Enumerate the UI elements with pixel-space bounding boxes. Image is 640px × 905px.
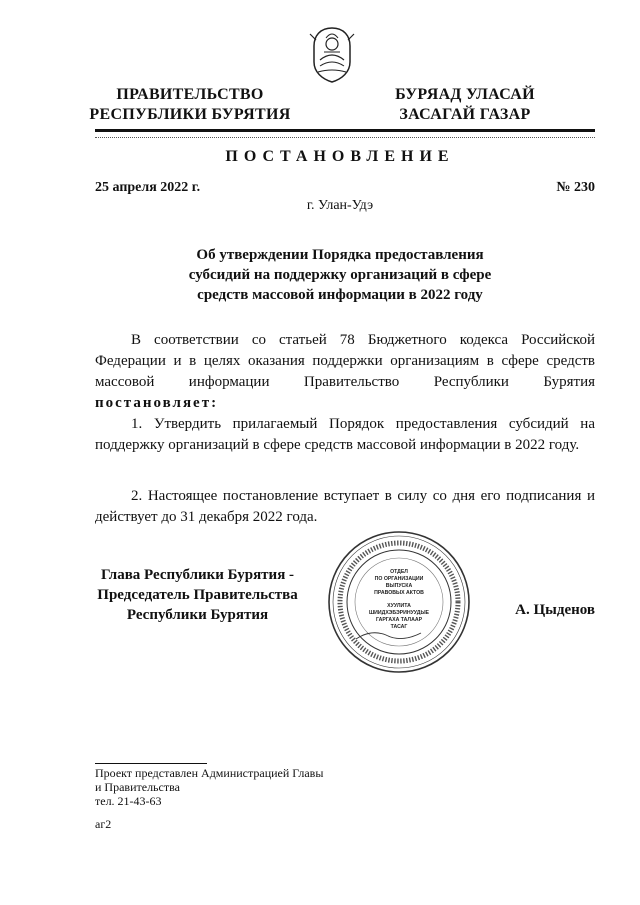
stamp-line: ГАРГАХА ТАЛААР (375, 617, 423, 623)
document-subject (140, 245, 540, 305)
document-title: ПОСТАНОВЛЕНИЕ (225, 148, 455, 165)
footnote-line: и Правительства (95, 780, 180, 794)
header-left-line2: РЕСПУБЛИКИ БУРЯТИЯ (89, 106, 291, 123)
footnote (95, 766, 323, 808)
stamp-line: ВЫПУСКА (385, 583, 413, 589)
header-right-line2: ЗАСАГАЙ ГАЗАР (399, 106, 531, 123)
document-number: № 230 (556, 180, 595, 195)
item-2-paragraph (95, 486, 595, 528)
stamp-line: ШИИДХЭБЭРИНУУДЫЕ (368, 610, 430, 616)
preamble-paragraph (95, 330, 595, 414)
subject-line: субсидий на поддержку организаций в сфере (188, 267, 492, 283)
item-1-paragraph (95, 414, 595, 456)
header-left-line1: ПРАВИТЕЛЬСТВО (116, 86, 264, 103)
document-date: 25 апреля 2022 г. (95, 180, 201, 195)
stamp-line: ХУУЛИТА (387, 603, 411, 609)
stamp-line: ПО ОРГАНИЗАЦИИ (374, 576, 424, 582)
stamp-line: ТАСАГ (390, 624, 408, 630)
header-rule-dotted (95, 137, 595, 138)
coat-of-arms-emblem (300, 22, 364, 86)
header-right (375, 85, 555, 125)
item-1-text: 1. Утвердить прилагаемый Порядок предоставления субсидий на поддержку организаций в сфере средств массовой информации в 2022 году. (95, 416, 595, 453)
subject-line: средств массовой информации в 2022 году (197, 287, 483, 303)
footnote-line: тел. 21-43-63 (95, 794, 162, 808)
header-right-line1: БУРЯАД УЛАСАЙ (395, 86, 535, 103)
header-left (80, 85, 300, 125)
document-code: аг2 (95, 817, 112, 831)
header-rule-thick (95, 129, 595, 132)
stamp-line: ПРАВОВЫХ АКТОВ (374, 590, 424, 596)
footnote-rule (95, 763, 207, 764)
subject-line: Об утверждении Порядка предоставления (196, 247, 484, 263)
item-2-text: 2. Настоящее постановление вступает в силу со дня его подписания и действует до 31 декабря 2022 года. (95, 488, 595, 525)
preamble-keyword: постановляет: (95, 395, 219, 411)
preamble-text: В соответствии со статьей 78 Бюджетного кодекса Российской Федерации и в целях оказания поддержки организациям в сфере средств массовой информации Правительство Республики Бурятия (95, 332, 595, 390)
footnote-line: Проект представлен Администрацией Главы (95, 766, 324, 780)
stamp-line: ОТДЕЛ (390, 569, 408, 575)
official-seal (326, 529, 472, 675)
signatory-title (85, 565, 310, 625)
signatory-name: А. Цыденов (515, 602, 595, 618)
signatory-title-line: Республики Бурятия (126, 607, 269, 623)
signatory-title-line: Глава Республики Бурятия - (100, 567, 295, 583)
signatory-title-line: Председатель Правительства (97, 587, 298, 603)
document-city: г. Улан-Удэ (306, 198, 374, 213)
